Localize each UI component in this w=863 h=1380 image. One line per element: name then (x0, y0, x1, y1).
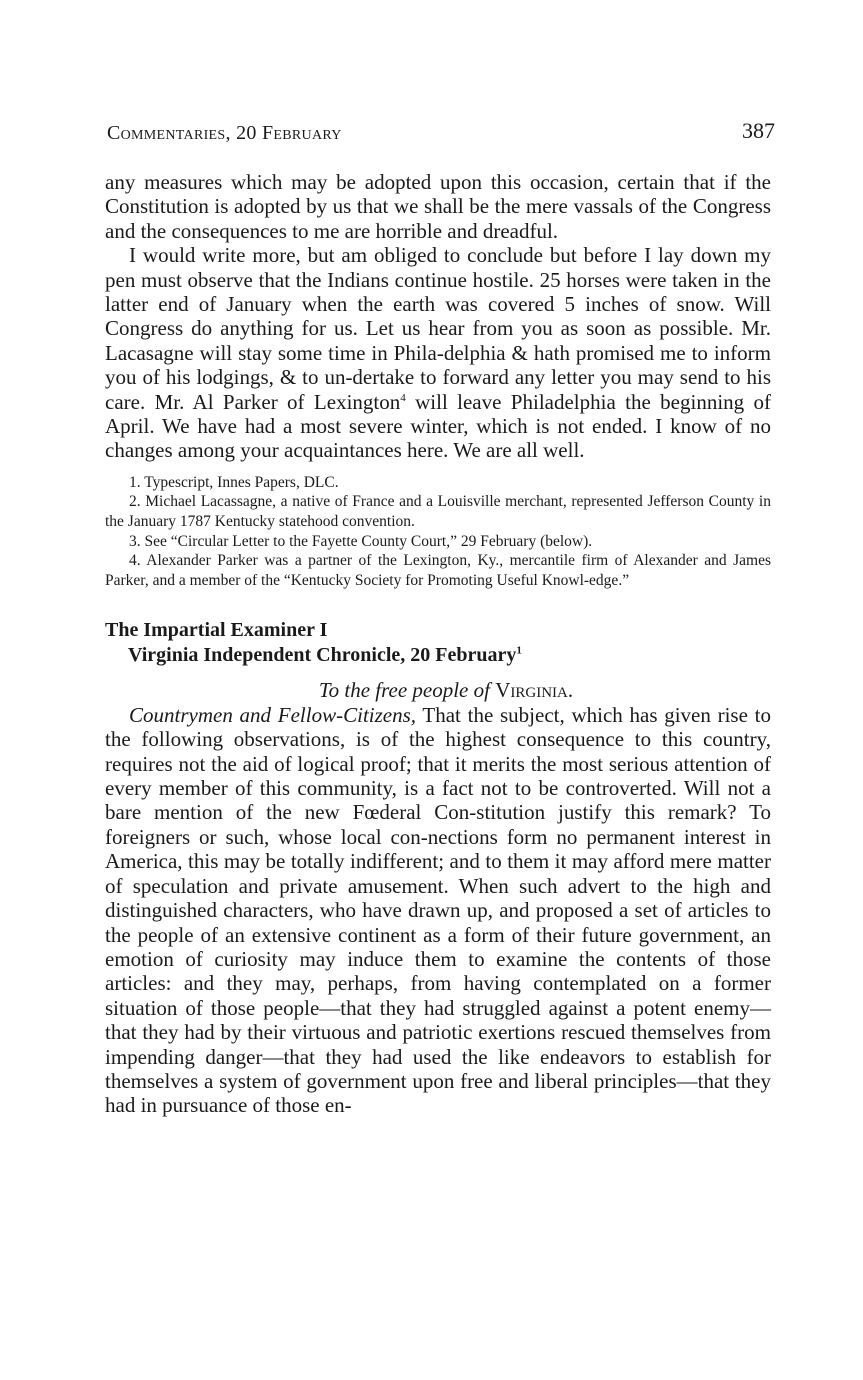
essay-paragraph (105, 703, 771, 1118)
footnote: 2. Michael Lacassagne, a native of France and a Louisville merchant, represented Jefferson County in the January 1787 Kentucky statehood convention. (105, 493, 771, 531)
salutation (105, 678, 771, 702)
salutation-italic: To the free people of (318, 678, 490, 703)
footnote-reference: 1 (516, 644, 522, 657)
section-source (105, 643, 771, 668)
footnote: 3. See “Circular Letter to the Fayette County Court,” 29 February (below). (129, 532, 593, 550)
footnote: 4. Alexander Parker was a partner of the Lexington, Ky., mercantile firm of Alexander and James Parker, and a member of the “Kentucky Society for Promoting Useful Knowl-edge.” (105, 552, 771, 589)
letter-paragraph (105, 243, 771, 463)
salutation-state: Virginia. (495, 678, 574, 703)
essay-opening: Countrymen and Fellow-Citizens, (129, 702, 417, 727)
footnote-reference: 4 (400, 391, 406, 404)
page-number: 387 (742, 118, 775, 143)
document-page (105, 118, 775, 1118)
section-source-text: Virginia Independent Chronicle, 20 February (128, 644, 517, 667)
section-heading (105, 618, 771, 668)
section-title: The Impartial Examiner I (105, 619, 328, 642)
letter-text-segment: will leave Philadelphia the beginning of April. We have had a most severe winter, which is not ended. I know of no changes among your acquaintances here. We are all well. (105, 389, 772, 463)
letter-text (105, 170, 771, 463)
essay-body: That the subject, which has given rise to the following observations, is of the highest consequence to this country, requires not the aid of logical proof; that it merits the most serious attention of every member of this community, is a fact not to be controverted. Will not a bare mention of the new Fœderal Con-stitution justify this remark? To foreigners or such, whose local con-nections form no permanent interest in America, this may be totally indifferent; and to them it may afford mere matter of speculation and private amusement. When such advert to the high and distinguished characters, who have drawn up, and proposed a set of articles to the people of an extensive continent as a form of their future government, an emotion of curiosity may induce them to examine the contents of those articles: and they may, perhaps, from having contemplated on a former situation of those people—that they had struggled against a potent enemy—that they had by their virtuous and patriotic exertions rescued themselves from impending danger—that they had used the like endeavors to establish for themselves a system of government upon free and liberal principles—that they had in pursuance of those en- (105, 702, 771, 1118)
running-head-title: Commentaries, 20 February (107, 122, 342, 144)
footnote: 1. Typescript, Innes Papers, DLC. (129, 473, 339, 491)
essay-text (105, 703, 771, 1118)
letter-paragraph: any measures which may be adopted upon this occasion, certain that if the Constitution is adopted by us that we shall be the mere vassals of the Congress and the consequences to me are horrible and dreadful. (105, 170, 771, 243)
letter-text-segment: I would write more, but am obliged to conclude but before I lay down my pen must observe that the Indians continue hostile. 25 horses were taken in the latter end of January when the earth was covered 5 inches of snow. Will Congress do anything for us. Let us hear from you as soon as possible. Mr. Lacasagne will stay some time in Phila-delphia & hath promised me to inform you of his lodgings, & to un-dertake to forward any letter you may send to his care. Mr. Al Parker of Lexington (105, 243, 771, 414)
footnotes (105, 473, 771, 591)
running-head (105, 118, 775, 152)
